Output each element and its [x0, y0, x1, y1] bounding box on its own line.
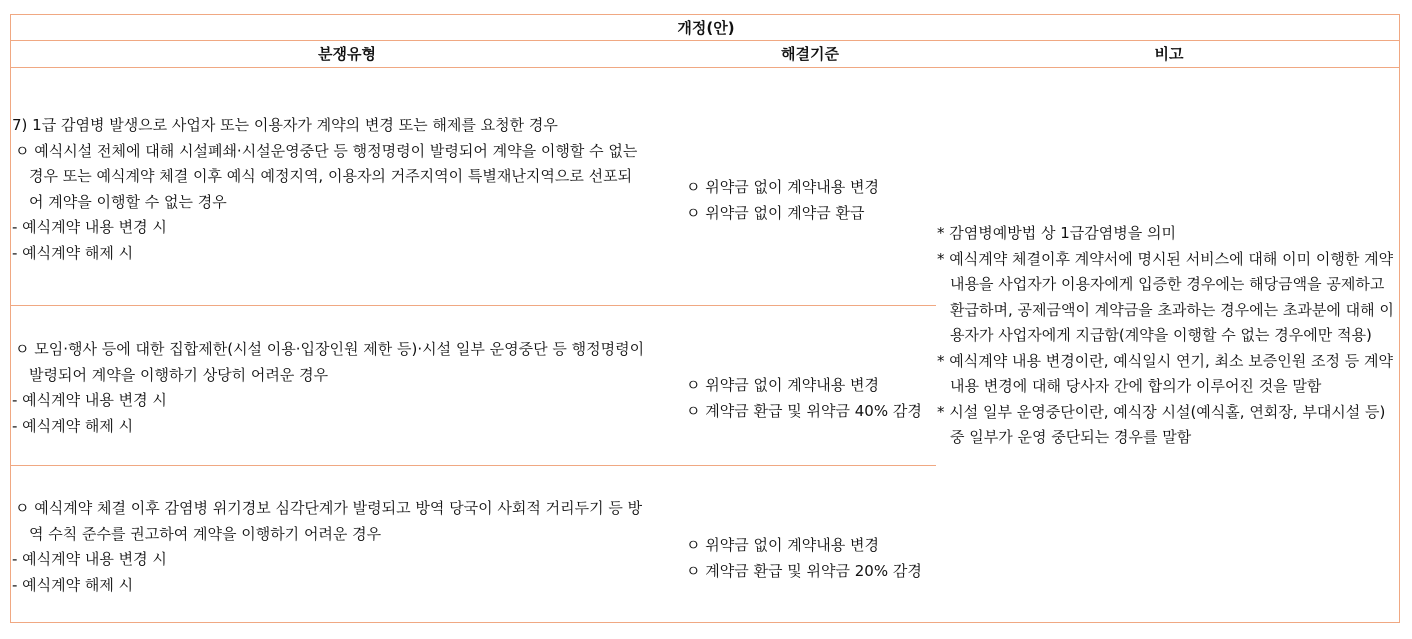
table-row-3-condition — [12, 496, 684, 598]
row-1-sub-change: - 예식계약 내용 변경 시 — [12, 218, 167, 236]
row-1-condition-line-2: 경우 또는 예식계약 체결 이후 예식 예정지역, 이용자의 거주지역이 특별재난지역으로 선포되 — [29, 167, 633, 185]
note-3: * 예식계약 내용 변경이란, 예식일시 연기, 최소 보증인원 조정 등 계약내용 변경에 대해 당사자 간에 합의가 이루어진 것을 말함 — [937, 351, 1393, 395]
header-divider — [11, 40, 1399, 41]
column-header-criteria: 해결기준 — [781, 45, 839, 63]
revision-table — [10, 14, 1400, 623]
note-1: * 감염병예방법 상 1급감염병을 의미 — [937, 224, 1176, 242]
table-row-2-criteria — [686, 373, 936, 424]
row-1-criteria-refund: ㅇ 위약금 없이 계약금 환급 — [686, 203, 865, 222]
notes-cell — [937, 221, 1397, 451]
row-2-condition-line-2: 발령되어 계약을 이행하기 상당히 어려운 경우 — [29, 365, 329, 384]
column-header-dispute-type: 분쟁유형 — [318, 45, 376, 63]
row-3-sub-change: - 예식계약 내용 변경 시 — [12, 550, 167, 568]
header-bottom-divider — [11, 67, 1399, 68]
row-3-sub-cancel: - 예식계약 해제 시 — [12, 575, 134, 594]
row-3-criteria-change: ㅇ 위약금 없이 계약내용 변경 — [686, 536, 879, 554]
row-3-criteria-refund: ㅇ 계약금 환급 및 위약금 20% 감경 — [686, 561, 922, 580]
row-1-sub-cancel: - 예식계약 해제 시 — [12, 243, 134, 262]
table-title: 개정(안) — [677, 19, 735, 37]
row-3-condition-line-1: ㅇ 예식계약 체결 이후 감염병 위기경보 심각단계가 발령되고 방역 당국이 사회적 거리두기 등 방 — [15, 499, 643, 517]
note-2: * 예식계약 체결이후 계약서에 명시된 서비스에 대해 이미 이행한 계약내용을 사업자가 이용자에게 입증한 경우에는 해당금액을 공제하고 환급하며, 공제금액이 계약금을 초과하는 경우에는 초과분에 대해 이용자가 사업자에게 지급함(계약을 이행할 수 없는 경우에만 적용) — [937, 249, 1394, 344]
column-header-note: 비고 — [1154, 45, 1184, 63]
row-1-lead: 7) 1급 감염병 발생으로 사업자 또는 이용자가 계약의 변경 또는 해제를 요청한 경우 — [12, 116, 558, 134]
row-1-criteria-change: ㅇ 위약금 없이 계약내용 변경 — [686, 178, 879, 196]
table-row-2-condition — [12, 337, 684, 439]
row-3-condition-line-2: 역 수칙 준수를 권고하여 계약을 이행하기 어려운 경우 — [29, 524, 382, 543]
row-2-criteria-refund: ㅇ 계약금 환급 및 위약금 40% 감경 — [686, 401, 922, 420]
row-1-condition-line-1: ㅇ 예식시설 전체에 대해 시설폐쇄·시설운영중단 등 행정명령이 발령되어 계약을 이행할 수 없는 — [15, 141, 638, 160]
row-2-sub-cancel: - 예식계약 해제 시 — [12, 416, 134, 435]
row-2-criteria-change: ㅇ 위약금 없이 계약내용 변경 — [686, 376, 879, 394]
note-4: * 시설 일부 운영중단이란, 예식장 시설(예식홀, 연회장, 부대시설 등) 중 일부가 운영 중단되는 경우를 말함 — [937, 402, 1386, 446]
row-2-divider — [11, 465, 936, 466]
row-1-condition-line-3: 어 계약을 이행할 수 없는 경우 — [29, 192, 227, 211]
table-row-1-condition — [12, 113, 684, 266]
row-1-divider — [11, 305, 936, 306]
row-2-condition-line-1: ㅇ 모임·행사 등에 대한 집합제한(시설 이용·입장인원 제한 등)·시설 일부 운영중단 등 행정명령이 — [15, 340, 645, 358]
table-row-3-criteria — [686, 533, 936, 584]
row-2-sub-change: - 예식계약 내용 변경 시 — [12, 391, 167, 409]
table-row-1-criteria — [686, 175, 936, 226]
